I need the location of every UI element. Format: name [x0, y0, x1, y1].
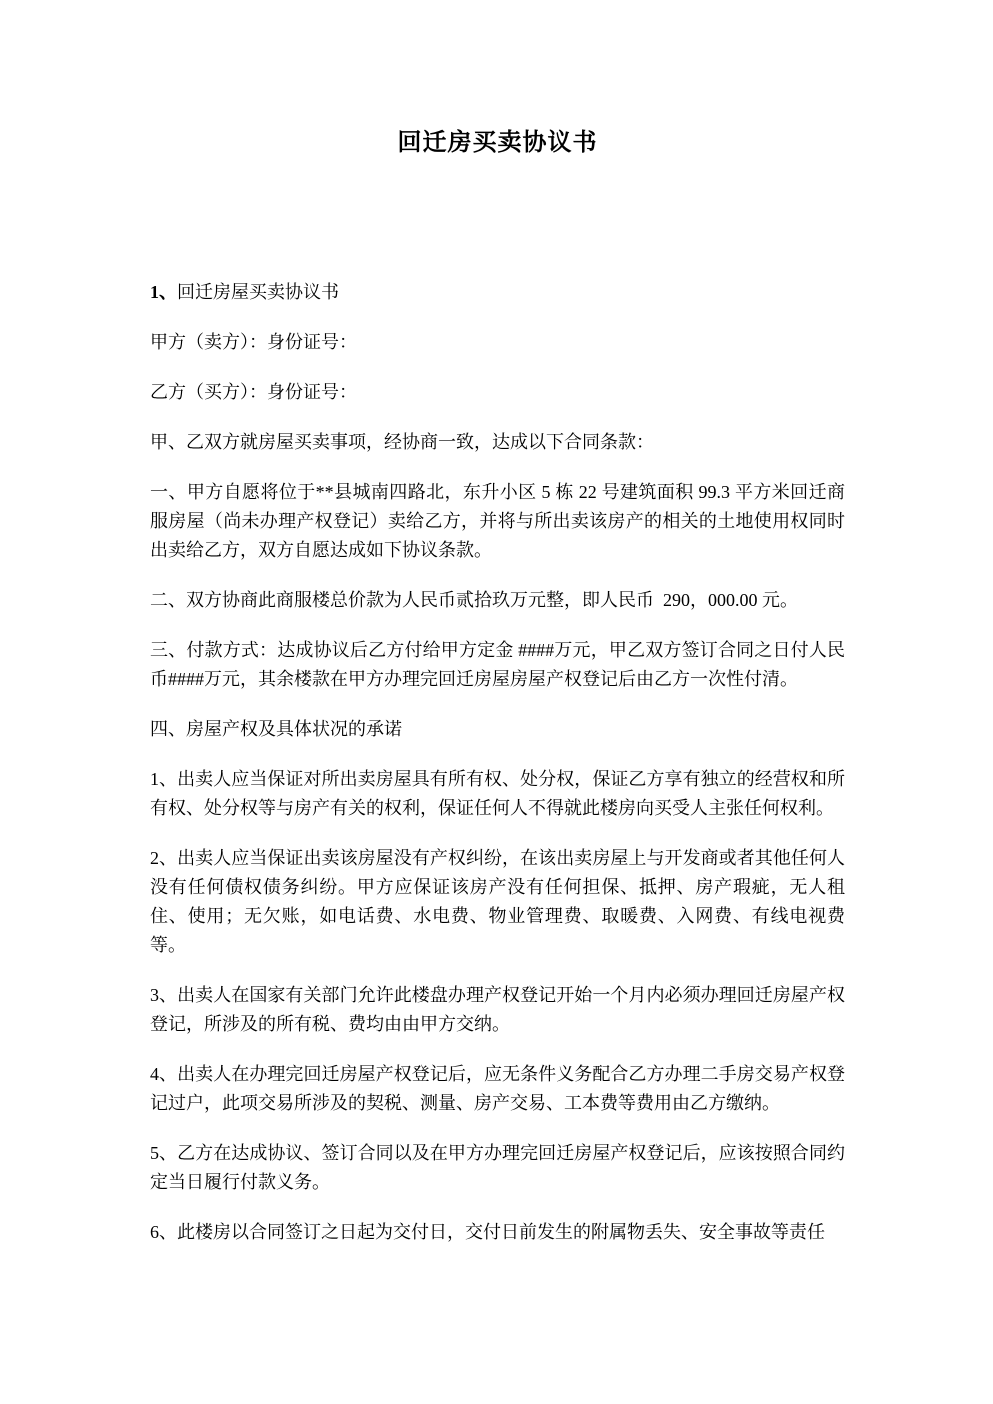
commitment-6-delivery-date: 6、此楼房以合同签订之日起为交付日，交付日前发生的附属物丢失、安全事故等责任: [150, 1222, 825, 1242]
clause-heading-number: 1、: [150, 282, 177, 302]
clause-1-property-description: 一、甲方自愿将位于**县城南四路北，东升小区 5 栋 22 号建筑面积 99.3 平方米回迁商服房屋（尚未办理产权登记）卖给乙方，并将与所出卖该房产的相关的土地使用权同时出卖给乙方，双方自愿达成如下协议条款。: [150, 482, 845, 560]
clause-4-ownership-commitments-heading: 四、房屋产权及具体状况的承诺: [150, 719, 402, 739]
commitment-5-payment-obligation: 5、乙方在达成协议、签订合同以及在甲方办理完回迁房屋产权登记后，应该按照合同约定当日履行付款义务。: [150, 1143, 845, 1192]
clause-2-total-price: 二、双方协商此商服楼总价款为人民币贰拾玖万元整，即人民币 290，000.00 元。: [150, 590, 798, 610]
paragraph-preamble: 甲、乙双方就房屋买卖事项，经协商一致，达成以下合同条款：: [150, 432, 654, 452]
paragraph-party-a: 甲方（卖方）：身份证号：: [150, 332, 357, 352]
clause-heading: [150, 278, 845, 307]
commitment-3-registration-deadline: 3、出卖人在国家有关部门允许此楼盘办理产权登记开始一个月内必须办理回迁房屋产权登记，所涉及的所有税、费均由由甲方交纳。: [150, 985, 845, 1034]
document-title: 回迁房买卖协议书: [397, 130, 598, 156]
commitment-4-transfer-cooperation: 4、出卖人在办理完回迁房屋产权登记后，应无条件义务配合乙方办理二手房交易产权登记过户，此项交易所涉及的契税、测量、房产交易、工本费等费用由乙方缴纳。: [150, 1064, 845, 1113]
commitment-2-no-disputes: 2、出卖人应当保证出卖该房屋没有产权纠纷，在该出卖房屋上与开发商或者其他任何人没有任何债权债务纠纷。甲方应保证该房产没有任何担保、抵押、房产瑕疵，无人租住、使用；无欠账，如电话费、水电费、物业管理费、取暖费、入网费、有线电视费等。: [150, 848, 845, 955]
commitment-1-ownership-rights: 1、出卖人应当保证对所出卖房屋具有所有权、处分权，保证乙方享有独立的经营权和所有权、处分权等与房产有关的权利，保证任何人不得就此楼房向买受人主张任何权利。: [150, 769, 845, 818]
clause-3-payment-method: 三、付款方式：达成协议后乙方付给甲方定金 ####万元，甲乙双方签订合同之日付人民币####万元，其余楼款在甲方办理完回迁房屋房屋产权登记后由乙方一次性付清。: [150, 640, 845, 689]
clause-heading-text: 回迁房屋买卖协议书: [177, 282, 339, 302]
paragraph-party-b: 乙方（买方）：身份证号：: [150, 382, 357, 402]
